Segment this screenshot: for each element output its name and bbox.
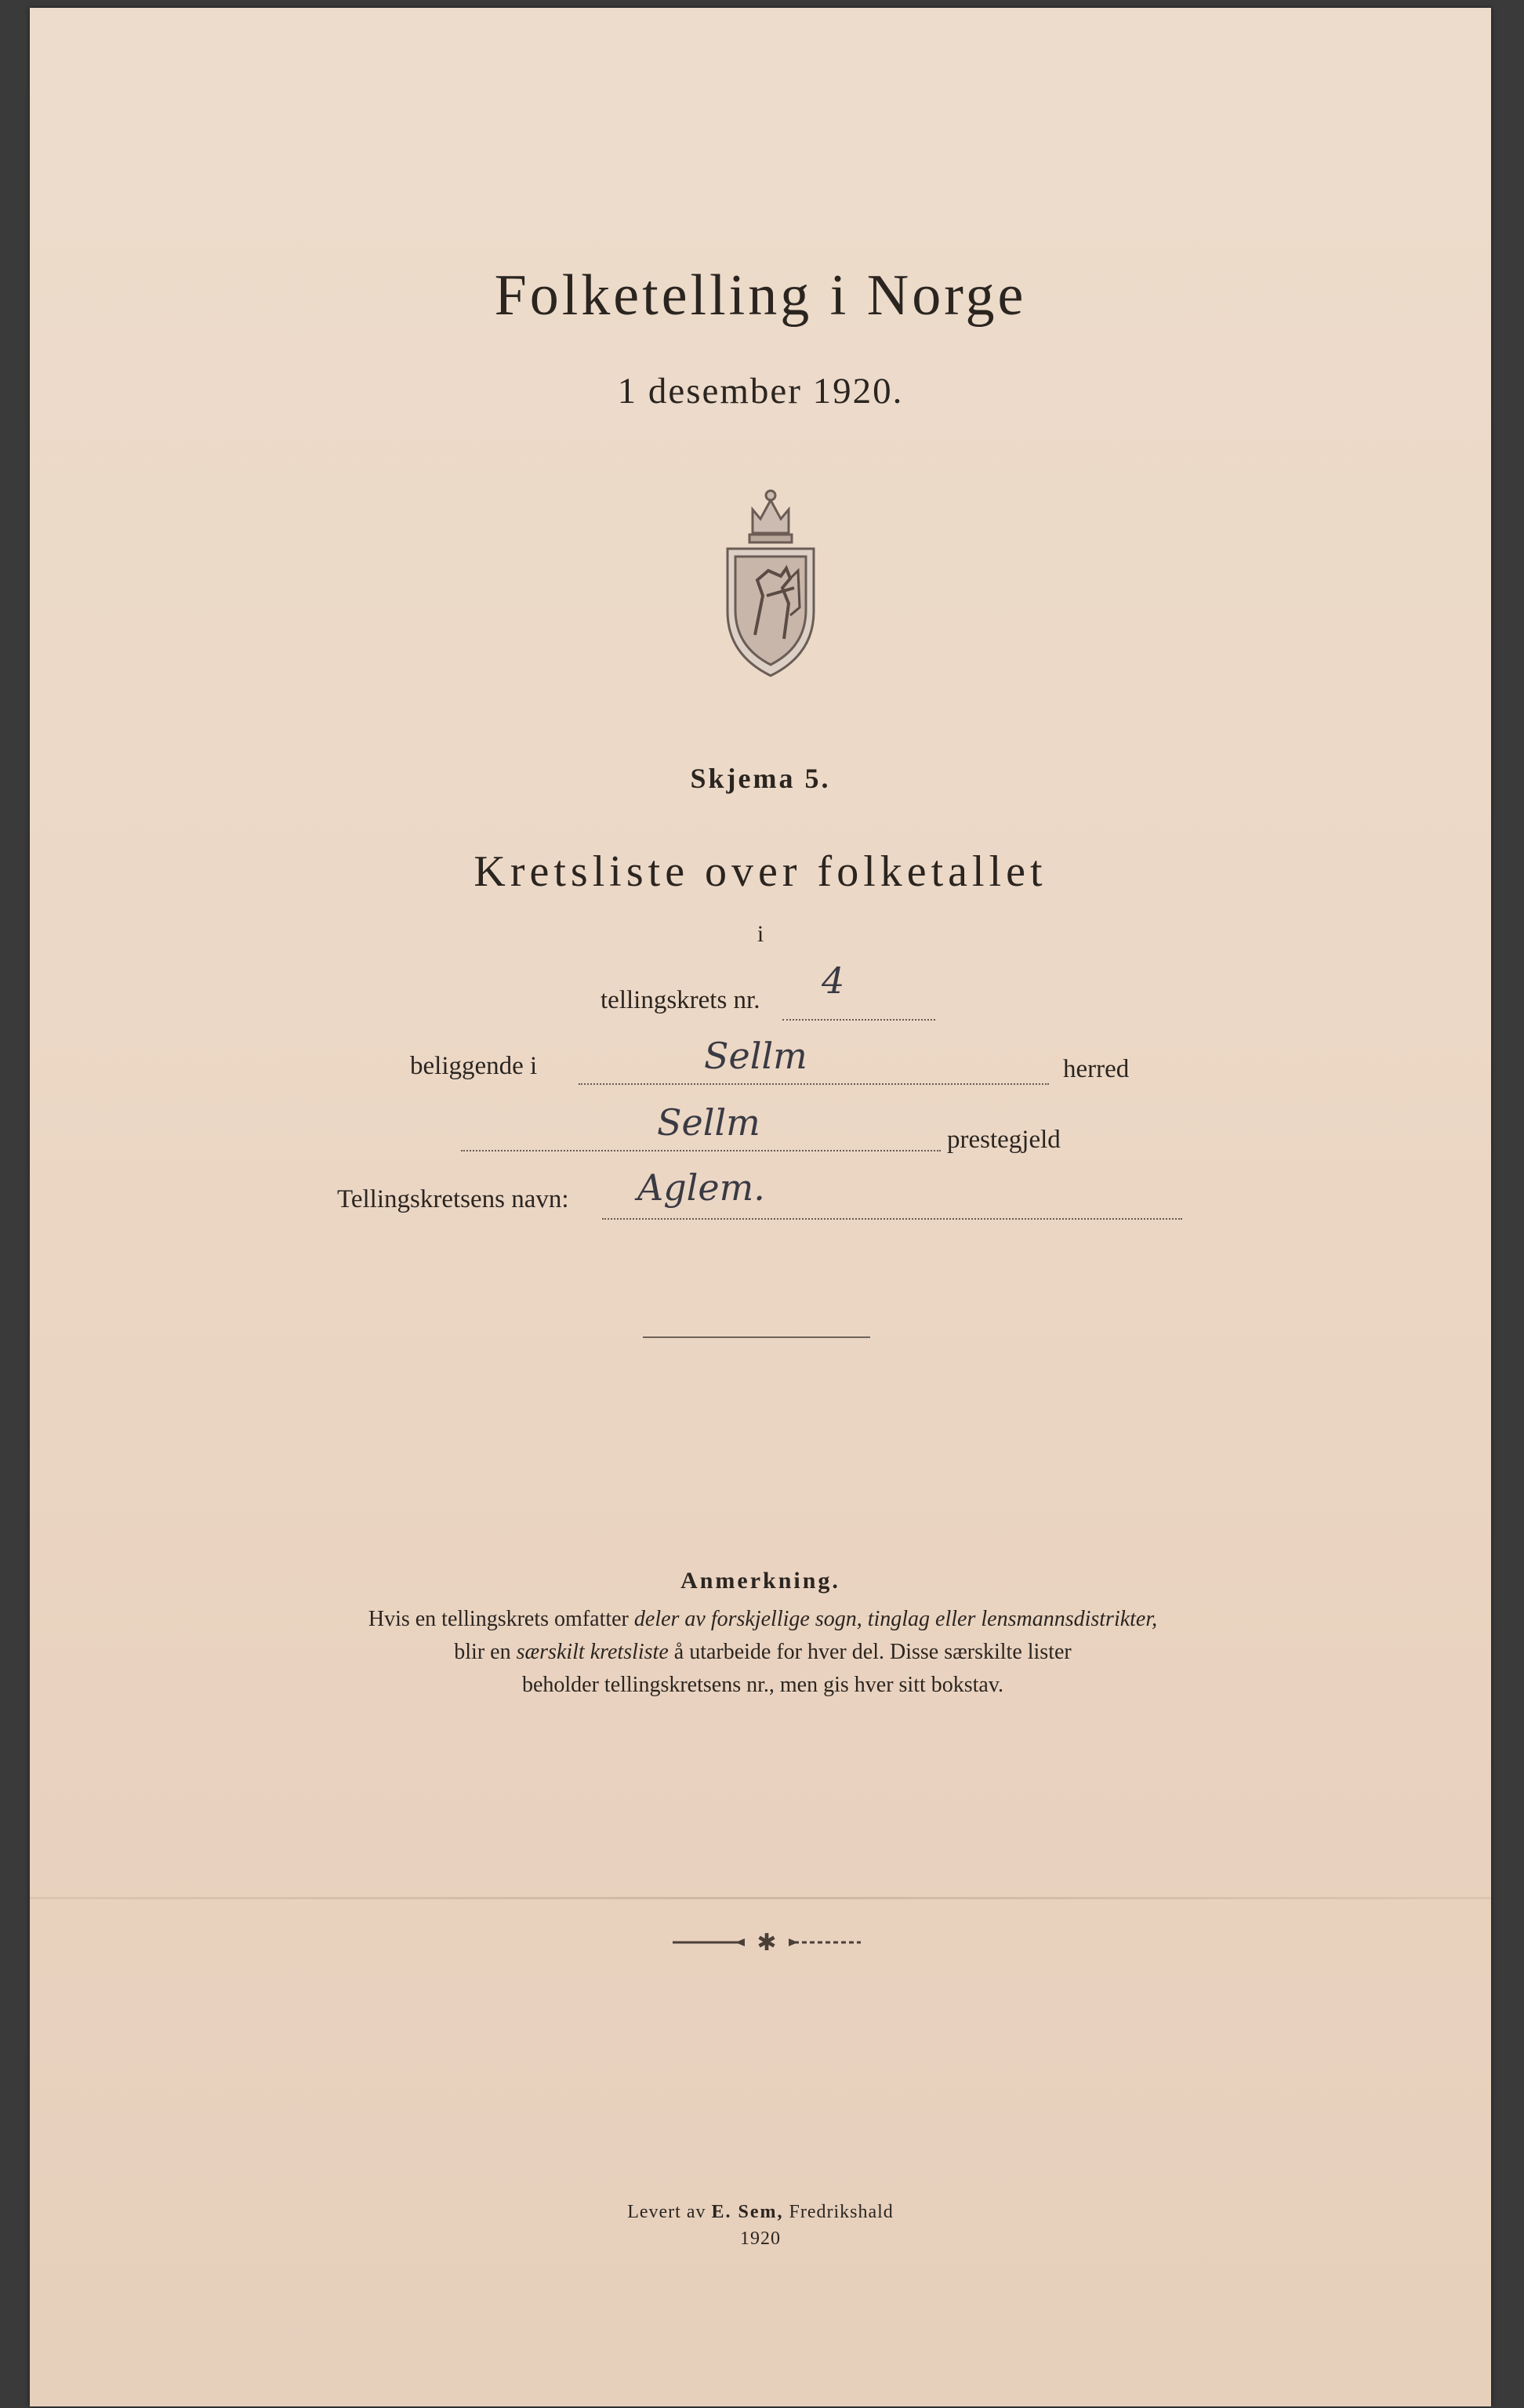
form-number: Skjema 5. [690, 763, 831, 794]
printer-year: 1920 [740, 2228, 781, 2249]
prestegjeld-label: prestegjeld [947, 1126, 1061, 1154]
page-title: Folketelling i Norge [494, 263, 1027, 328]
divider-rule [643, 1336, 870, 1338]
printer-line: Levert av E. Sem, Fredrikshald [627, 2202, 894, 2222]
census-date: 1 desember 1920. [617, 371, 904, 412]
prestegjeld-value: Sellm [657, 1101, 760, 1144]
krets-number-value: 4 [822, 959, 845, 1002]
krets-number-label: tellingskrets nr. [601, 986, 760, 1014]
herred-line [579, 1074, 1049, 1085]
note-line-3: beholder tellingskretsens nr., men gis hver sitt bokstav. [521, 1673, 1004, 1697]
krets-number-line [782, 1010, 935, 1021]
paper-fold-line [30, 1897, 1491, 1899]
printer-imprint [30, 2199, 1491, 2252]
krets-name-label: Tellingskretsens navn: [337, 1185, 569, 1213]
preposition-i: i [757, 921, 764, 947]
krets-name-line [602, 1209, 1182, 1220]
census-form-page [30, 8, 1491, 2406]
svg-text:✱: ✱ [757, 1929, 777, 1956]
herred-label: herred [1063, 1055, 1130, 1083]
form-heading: Kretsliste over folketallet [474, 847, 1047, 896]
ornament-divider-icon [657, 1927, 876, 1958]
beliggende-label: beliggende i [410, 1052, 538, 1080]
note-heading: Anmerkning. [680, 1568, 840, 1594]
herred-value: Sellm [704, 1035, 807, 1077]
note-body [241, 1603, 1284, 1702]
note-line-2: blir en særskilt kretsliste å utarbeide for hver del. Disse særskilte lister [454, 1640, 1072, 1664]
note-line-1: Hvis en tellingskrets omfatter deler av forskjellige sogn, tinglag eller lensmannsdistrikter, [368, 1607, 1158, 1631]
norwegian-coat-of-arms-icon [712, 478, 829, 682]
krets-name-value: Aglem. [637, 1166, 765, 1209]
